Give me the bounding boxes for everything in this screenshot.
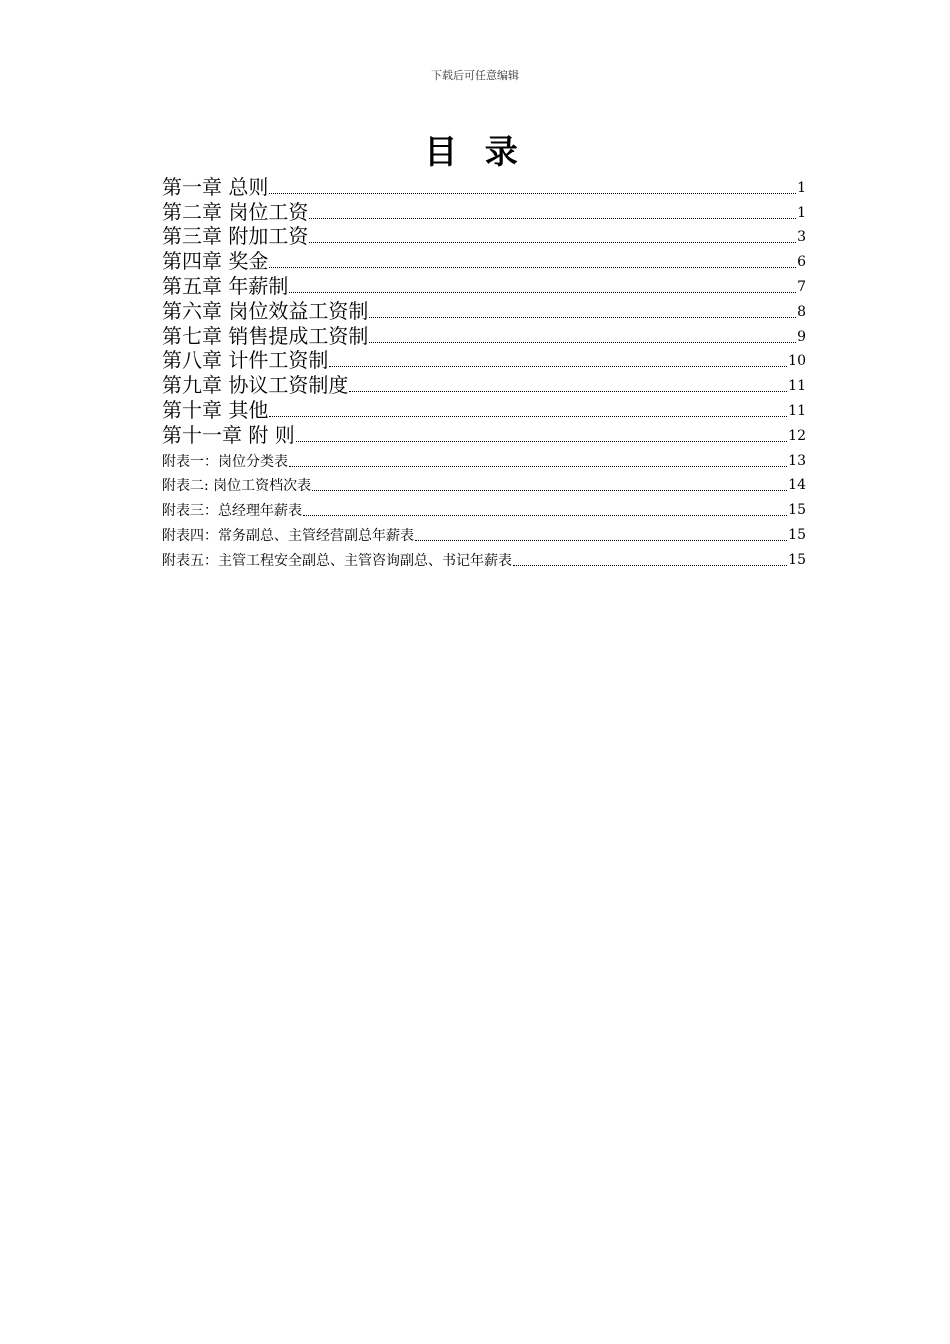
toc-entry-page: 6: [797, 254, 806, 271]
toc-entry-label: 第八章 计件工资制: [162, 348, 329, 373]
toc-entry-page: 14: [788, 477, 806, 494]
toc-title: 目 录: [424, 132, 526, 171]
dot-leader: [303, 515, 787, 516]
toc-entry-label: 第三章 附加工资: [162, 224, 309, 249]
toc-entry-page: 13: [788, 452, 806, 469]
dot-leader: [329, 366, 787, 367]
toc-entry-page: 1: [797, 179, 806, 196]
dot-leader: [289, 292, 796, 293]
dot-leader: [309, 242, 796, 243]
toc-entry-page: 10: [788, 353, 806, 370]
dot-leader: [415, 540, 787, 541]
toc-entry-page: 15: [788, 526, 806, 543]
toc-entry-page: 11: [788, 402, 806, 419]
toc-entry-label: 附表一：岗位分类表: [162, 453, 288, 470]
toc-entry-chapter-5[interactable]: [162, 273, 806, 298]
toc-entry-appendix-5[interactable]: [162, 546, 806, 571]
toc-entry-page: 15: [788, 502, 806, 519]
toc-entry-chapter-1[interactable]: [162, 174, 806, 199]
toc-entry-page: 9: [797, 328, 806, 345]
toc-entry-chapter-11[interactable]: [162, 422, 806, 447]
toc-entry-label: 附表三：总经理年薪表: [162, 503, 302, 520]
toc-entry-label: 附表五：主管工程安全副总、主管咨询副总、书记年薪表: [162, 552, 512, 569]
toc-entry-page: 1: [797, 204, 806, 221]
dot-leader: [369, 317, 796, 318]
table-of-contents: [162, 174, 806, 571]
toc-entry-page: 3: [797, 229, 806, 246]
toc-entry-label: 第十章 其他: [162, 397, 269, 422]
dot-leader: [269, 416, 787, 417]
toc-entry-label: 第十一章 附 则: [162, 422, 295, 447]
dot-leader: [312, 490, 787, 491]
toc-entry-appendix-1[interactable]: [162, 447, 806, 472]
toc-entry-chapter-6[interactable]: [162, 298, 806, 323]
toc-entry-label: 第二章 岗位工资: [162, 199, 309, 224]
toc-entry-page: 11: [788, 378, 806, 395]
toc-entry-chapter-7[interactable]: [162, 323, 806, 348]
toc-entry-label: 第六章 岗位效益工资制: [162, 298, 369, 323]
toc-entry-label: 第四章 奖金: [162, 249, 269, 274]
page-header-note: 下载后可任意编辑: [431, 69, 519, 82]
toc-entry-chapter-10[interactable]: [162, 397, 806, 422]
toc-entry-label: 第一章 总则: [162, 174, 269, 199]
toc-entry-label: 附表四：常务副总、主管经营副总年薪表: [162, 527, 414, 544]
toc-entry-label: 第七章 销售提成工资制: [162, 323, 369, 348]
toc-entry-page: 7: [797, 278, 806, 295]
dot-leader: [296, 441, 787, 442]
toc-entry-chapter-8[interactable]: [162, 348, 806, 373]
dot-leader: [349, 391, 787, 392]
dot-leader: [289, 466, 787, 467]
toc-entry-label: 第九章 协议工资制度: [162, 373, 349, 398]
dot-leader: [269, 193, 796, 194]
dot-leader: [513, 565, 787, 566]
toc-entry-appendix-3[interactable]: [162, 496, 806, 521]
toc-entry-appendix-2[interactable]: [162, 472, 806, 497]
toc-entry-appendix-4[interactable]: [162, 521, 806, 546]
dot-leader: [309, 218, 796, 219]
toc-entry-label: 附表二: 岗位工资档次表: [162, 478, 312, 495]
toc-entry-page: 8: [797, 303, 806, 320]
toc-entry-page: 15: [788, 551, 806, 568]
toc-entry-chapter-2[interactable]: [162, 199, 806, 224]
toc-entry-page: 12: [788, 427, 806, 444]
dot-leader: [269, 267, 796, 268]
toc-entry-chapter-9[interactable]: [162, 372, 806, 397]
toc-entry-label: 第五章 年薪制: [162, 273, 289, 298]
toc-entry-chapter-4[interactable]: [162, 248, 806, 273]
dot-leader: [369, 342, 796, 343]
toc-entry-chapter-3[interactable]: [162, 224, 806, 249]
